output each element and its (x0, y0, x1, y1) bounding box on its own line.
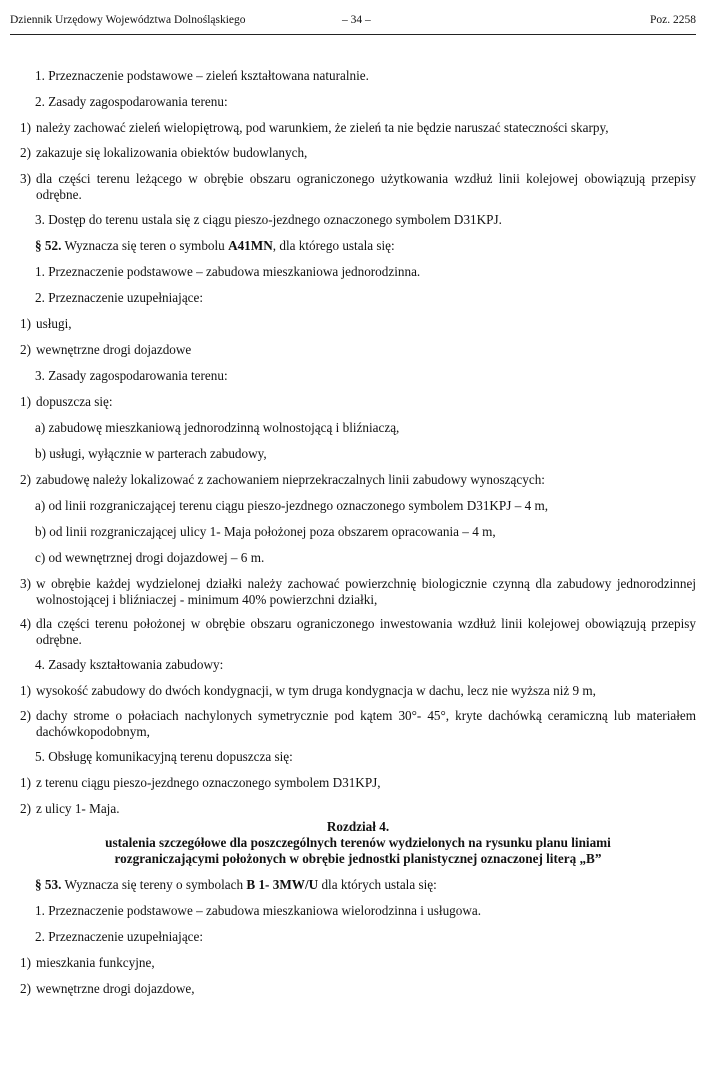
item-number: 1) (20, 775, 31, 790)
item-text: wysokość zabudowy do dwóch kondygnacji, w tym druga kondygnacja w dachu, lecz nie wyższa niż 9 m, (36, 683, 596, 698)
item-text: dachy strome o połaciach nachylonych symetrycznie pod kątem 30°- 45°, kryte dachówką ceramiczną lub materiałem dachówkopodobnym, (36, 708, 696, 739)
item-text: dla części terenu leżącego w obrębie obszaru ograniczonego użytkowania wzdłuż linii kolejowej obowiązują przepisy odrębne. (36, 171, 696, 202)
sub-item: c) od wewnętrznej drogi dojazdowej – 6 m. (35, 550, 265, 565)
list-item (20, 576, 696, 608)
item-number: 2) (20, 801, 31, 816)
item-text: dla części terenu położonej w obrębie obszaru ograniczonego inwestowania wzdłuż linii kolejowej obowiązują przepisy odrębne. (36, 616, 696, 647)
list-item (20, 171, 696, 203)
list-item (20, 981, 696, 997)
zone-symbol: B 1- 3MW/U (246, 877, 319, 892)
list-item (20, 316, 696, 332)
list-item (20, 342, 696, 358)
section-text: Wyznacza się tereny o symbolach (64, 877, 244, 892)
item-number: 1) (20, 316, 31, 331)
item-text: z terenu ciągu pieszo-jezdnego oznaczonego symbolem D31KPJ, (36, 775, 381, 790)
list-item (20, 616, 696, 648)
item-text: w obrębie każdej wydzielonej działki należy zachować powierzchnię biologicznie czynną dla zabudowy jednorodzinnej wolnostojącej i bliźniaczej - minimum 40% powierzchni działki, (36, 576, 696, 607)
item-number: 1) (20, 120, 31, 135)
sub-item: a) od linii rozgraniczającej terenu ciągu pieszo-jezdnego oznaczonego symbolem D31KPJ – 4 m, (35, 498, 549, 513)
item-number: 2) (20, 708, 31, 723)
section-mark: § 53. (35, 877, 62, 892)
list-item (20, 120, 696, 136)
list-item (20, 775, 696, 791)
paragraph: 3. Dostęp do terenu ustala się z ciągu pieszo-jezdnego oznaczonego symbolem D31KPJ. (35, 212, 502, 227)
section-mark: § 52. (35, 238, 62, 253)
item-text: usługi, (36, 316, 72, 331)
chapter-subtitle: ustalenia szczegółowe dla poszczególnych terenów wydzielonych na rysunku planu liniami (105, 835, 611, 850)
sub-item: b) usługi, wyłącznie w parterach zabudowy, (35, 446, 267, 461)
list-item (20, 801, 696, 817)
list-item (20, 145, 696, 161)
item-number: 3) (20, 576, 31, 591)
section-53 (20, 877, 696, 893)
sub-item: a) zabudowę mieszkaniową jednorodzinną wolnostojącą i bliźniaczą, (35, 420, 400, 435)
list-item (20, 394, 696, 410)
chapter-title: Rozdział 4. (326, 819, 390, 834)
paragraph: 1. Przeznaczenie podstawowe – zabudowa mieszkaniowa jednorodzinna. (35, 264, 421, 279)
paragraph: 5. Obsługę komunikacyjną terenu dopuszcza się: (35, 749, 293, 764)
list-item (20, 683, 696, 699)
item-text: dopuszcza się: (36, 394, 113, 409)
item-text: zabudowę należy lokalizować z zachowaniem nieprzekraczalnych linii zabudowy wynoszących: (36, 472, 545, 487)
chapter-subtitle: rozgraniczającymi położonych w obrębie jednostki planistycznej oznaczonej literą „B” (114, 851, 602, 866)
page-header (10, 14, 696, 35)
sub-item: b) od linii rozgraniczającej ulicy 1- Maja położonej poza obszarem opracowania – 4 m, (35, 524, 496, 539)
journal-title: Dziennik Urzędowy Województwa Dolnośląskiego (10, 14, 246, 26)
position-number: Poz. 2258 (650, 14, 696, 26)
item-number: 2) (20, 145, 31, 160)
section-text: dla których ustala się: (321, 877, 437, 892)
list-item (20, 955, 696, 971)
item-text: zakazuje się lokalizowania obiektów budowlanych, (36, 145, 308, 160)
item-text: należy zachować zieleń wielopiętrową, pod warunkiem, że zieleń ta nie będzie naruszać stateczności skarpy, (36, 120, 609, 135)
item-number: 1) (20, 394, 31, 409)
document-body (20, 68, 696, 997)
section-52 (20, 238, 696, 254)
list-item (20, 708, 696, 740)
list-item (20, 472, 696, 488)
paragraph: 2. Zasady zagospodarowania terenu: (35, 94, 228, 109)
item-text: wewnętrzne drogi dojazdowe (36, 342, 192, 357)
paragraph: 2. Przeznaczenie uzupełniające: (35, 929, 204, 944)
item-number: 1) (20, 955, 31, 970)
paragraph: 1. Przeznaczenie podstawowe – zabudowa mieszkaniowa wielorodzinna i usługowa. (35, 903, 482, 918)
item-number: 2) (20, 342, 31, 357)
page-number: – 34 – (342, 14, 371, 26)
item-number: 1) (20, 683, 31, 698)
zone-symbol: A41MN (228, 238, 273, 253)
section-text: Wyznacza się teren o symbolu (64, 238, 225, 253)
item-text: z ulicy 1- Maja. (36, 801, 120, 816)
item-number: 3) (20, 171, 31, 186)
item-text: mieszkania funkcyjne, (36, 955, 155, 970)
item-number: 4) (20, 616, 31, 631)
section-text: , dla którego ustala się: (272, 238, 395, 253)
paragraph: 3. Zasady zagospodarowania terenu: (35, 368, 228, 383)
item-number: 2) (20, 472, 31, 487)
paragraph: 4. Zasady kształtowania zabudowy: (35, 657, 224, 672)
item-text: wewnętrzne drogi dojazdowe, (36, 981, 195, 996)
paragraph: 1. Przeznaczenie podstawowe – zieleń kształtowana naturalnie. (35, 68, 369, 83)
item-number: 2) (20, 981, 31, 996)
paragraph: 2. Przeznaczenie uzupełniające: (35, 290, 204, 305)
